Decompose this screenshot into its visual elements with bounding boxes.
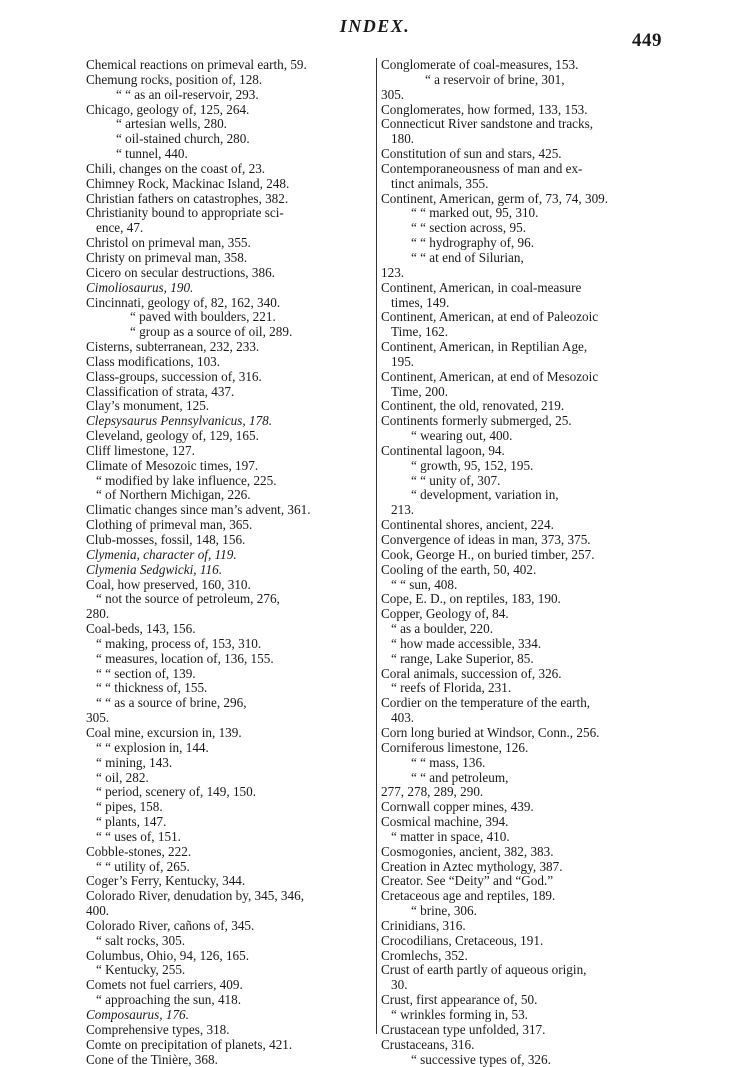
index-entry: Corniferous limestone, 126.: [381, 739, 529, 755]
running-header: INDEX.: [339, 16, 411, 36]
index-entry: Convergence of ideas in man, 373, 375.: [381, 532, 591, 547]
index-entry: Constitution of sun and stars, 425.: [381, 146, 562, 162]
index-entry: Clepsysaurus Pennsylvanicus, 178.: [86, 413, 273, 429]
index-entry: “ wearing out, 400.: [411, 428, 513, 444]
index-entry: Clymenia Sedgwicki, 116.: [86, 561, 222, 577]
left-index-column: [86, 58, 374, 1067]
index-entry: “ “ section across, 95.: [411, 220, 526, 236]
index-entry: Comets not fuel carriers, 409.: [86, 977, 243, 993]
index-entry: Comte on precipitation of planets, 421.: [86, 1036, 293, 1052]
index-entry: Cromlechs, 352.: [381, 947, 468, 963]
index-entry: Club-mosses, fossil, 148, 156.: [86, 532, 246, 547]
index-entry: Crustaceans, 316.: [381, 1036, 475, 1052]
index-entry: “ artesian wells, 280.: [116, 116, 227, 132]
index-entry: Cobble-stones, 222.: [86, 843, 192, 859]
index-entry: Class-groups, succession of, 316.: [86, 368, 262, 384]
index-entry: Cone of the Tinière, 368.: [86, 1051, 218, 1067]
index-entry: Conglomerate of coal-measures, 153.: [381, 57, 579, 72]
index-entry: “ range, Lake Superior, 85.: [391, 650, 534, 666]
column-divider: [376, 58, 377, 1034]
index-entry: Corn long buried at Windsor, Conn., 256.: [381, 724, 600, 740]
index-entry: Columbus, Ohio, 94, 126, 165.: [86, 947, 250, 963]
index-entry: “ paved with boulders, 221.: [130, 309, 276, 325]
index-entry: “ “ uses of, 151.: [96, 828, 181, 844]
index-entry: Cretaceous age and reptiles, 189.: [381, 888, 556, 904]
index-entry: “ “ and petroleum,: [411, 769, 509, 785]
index-entry: Coral animals, succession of, 326.: [381, 665, 562, 681]
index-entry: Composaurus, 176.: [86, 1007, 189, 1022]
index-entry: Continent, American, in coal-measure: [381, 279, 582, 295]
index-entry: “ pipes, 158.: [96, 799, 163, 815]
index-entry: Continent, the old, renovated, 219.: [381, 398, 565, 414]
index-entry: 305.: [381, 86, 405, 102]
index-entry: Creator. See “Deity” and “God.”: [381, 873, 554, 889]
index-entry: Crocodilians, Cretaceous, 191.: [381, 932, 544, 948]
index-entry: “ brine, 306.: [411, 903, 477, 919]
index-entry: Chemical reactions on primeval earth, 59.: [86, 57, 307, 72]
index-entry: “ “ as an oil-reservoir, 293.: [116, 86, 259, 102]
index-entry: “ “ thickness of, 155.: [96, 680, 208, 696]
index-entry: Cincinnati, geology of, 82, 162, 340.: [86, 294, 281, 310]
index-entry: Colorado River, denudation by, 345, 346,: [86, 888, 305, 904]
index-entry: Coal-beds, 143, 156.: [86, 621, 196, 637]
index-entry: Crustacean type unfolded, 317.: [381, 1021, 546, 1037]
index-entry: Chemung rocks, position of, 128.: [86, 71, 263, 87]
index-entry: “ tunnel, 440.: [116, 146, 188, 162]
index-entry: Cornwall copper mines, 439.: [381, 799, 534, 815]
index-entry: “ matter in space, 410.: [391, 828, 510, 844]
index-entry: “ “ sun, 408.: [391, 576, 458, 592]
index-entry: “ period, scenery of, 149, 150.: [96, 784, 257, 800]
index-entry: Continental lagoon, 94.: [381, 442, 505, 458]
index-entry: “ plants, 147.: [96, 814, 167, 830]
index-entry: Chimney Rock, Mackinac Island, 248.: [86, 175, 290, 191]
index-entry: “ a reservoir of brine, 301,: [425, 71, 565, 87]
index-entry: “ “ marked out, 95, 310.: [411, 205, 539, 221]
index-entry: “ approaching the sun, 418.: [96, 992, 242, 1008]
index-entry: Continent, American, in Reptilian Age,: [381, 339, 588, 355]
index-entry: Clothing of primeval man, 365.: [86, 517, 253, 533]
index-entry: Coal mine, excursion in, 139.: [86, 724, 242, 740]
index-entry: Cook, George H., on buried timber, 257.: [381, 546, 595, 562]
index-entry: “ making, process of, 153, 310.: [96, 635, 262, 651]
index-entry: Continental shores, ancient, 224.: [381, 517, 554, 533]
index-entry: “ growth, 95, 152, 195.: [411, 457, 534, 473]
index-entry: “ how made accessible, 334.: [391, 635, 542, 651]
index-entry: Cleveland, geology of, 129, 165.: [86, 428, 259, 444]
index-entry: 180.: [391, 131, 415, 147]
index-entry: Cosmogonies, ancient, 382, 383.: [381, 843, 554, 859]
index-entry: Conglomerates, how formed, 133, 153.: [381, 101, 588, 117]
index-entry: Creation in Aztec mythology, 387.: [381, 858, 563, 874]
index-entry: Christian fathers on catastrophes, 382.: [86, 190, 289, 206]
index-entry: Chicago, geology of, 125, 264.: [86, 101, 250, 117]
index-entry: Comprehensive types, 318.: [86, 1021, 230, 1037]
index-entry: 123.: [381, 264, 405, 280]
index-entry: “ mining, 143.: [96, 754, 173, 770]
index-entry: Classification of strata, 437.: [86, 383, 235, 399]
index-entry: “ “ as a source of brine, 296,: [96, 695, 247, 711]
index-entry: “ reefs of Florida, 231.: [391, 680, 512, 696]
index-entry: “ oil, 282.: [96, 769, 149, 785]
index-entry: Climate of Mesozoic times, 197.: [86, 457, 259, 473]
index-entry: Crust of earth partly of aqueous origin,: [381, 962, 587, 978]
index-entry: 213.: [391, 502, 415, 518]
index-entry: 195.: [391, 353, 415, 369]
index-entry: Clymenia, character of, 119.: [86, 546, 237, 562]
index-entry: “ “ section of, 139.: [96, 665, 196, 681]
index-entry: tinct animals, 355.: [391, 175, 489, 191]
index-entry: Cisterns, subterranean, 232, 233.: [86, 339, 260, 355]
index-entry: 30.: [391, 977, 408, 993]
index-entry: ence, 47.: [96, 220, 144, 236]
index-entry: “ as a boulder, 220.: [391, 621, 494, 637]
index-entry: Continent, American, at end of Mesozoic: [381, 368, 599, 384]
index-entry: “ not the source of petroleum, 276,: [96, 591, 280, 607]
page-number: 449: [632, 30, 662, 51]
index-entry: “ “ hydrography of, 96.: [411, 235, 535, 251]
index-entry: Colorado River, cañons of, 345.: [86, 917, 255, 933]
index-entry: “ of Northern Michigan, 226.: [96, 487, 251, 503]
index-entry: Copper, Geology of, 84.: [381, 606, 509, 622]
index-entry: “ measures, location of, 136, 155.: [96, 650, 274, 666]
index-entry: “ “ unity of, 307.: [411, 472, 501, 488]
index-entry: Cliff limestone, 127.: [86, 442, 195, 458]
index-entry: “ oil-stained church, 280.: [116, 131, 250, 147]
index-entry: “ successive types of, 326.: [411, 1051, 551, 1067]
index-entry: “ modified by lake influence, 225.: [96, 472, 277, 488]
index-entry: Cosmical machine, 394.: [381, 814, 509, 830]
index-entry: Time, 200.: [391, 383, 449, 399]
index-entry: Class modifications, 103.: [86, 353, 221, 369]
index-entry: 400.: [86, 903, 110, 919]
index-entry: Crust, first appearance of, 50.: [381, 992, 538, 1008]
index-entry: times, 149.: [391, 294, 450, 310]
index-entry: 277, 278, 289, 290.: [381, 784, 484, 800]
index-entry: Christy on primeval man, 358.: [86, 249, 248, 265]
index-entry: Christianity bound to appropriate sci-: [86, 205, 284, 221]
index-entry: Cimoliosaurus, 190.: [86, 279, 194, 295]
index-entry: Coger’s Ferry, Kentucky, 344.: [86, 873, 246, 889]
index-entry: “ salt rocks, 305.: [96, 932, 185, 948]
index-entry: “ “ utility of, 265.: [96, 858, 190, 874]
index-entry: “ “ mass, 136.: [411, 754, 486, 770]
index-entry: “ Kentucky, 255.: [96, 962, 186, 978]
index-entry: Coal, how preserved, 160, 310.: [86, 576, 251, 592]
index-entry: Cope, E. D., on reptiles, 183, 190.: [381, 591, 561, 607]
index-entry: Chili, changes on the coast of, 23.: [86, 160, 266, 176]
index-entry: Clay’s monument, 125.: [86, 398, 210, 414]
index-entry: “ group as a source of oil, 289.: [130, 324, 293, 340]
index-entry: 403.: [391, 710, 415, 726]
index-entry: “ development, variation in,: [411, 487, 559, 503]
index-entry: Crinidians, 316.: [381, 917, 466, 933]
index-entry: Contemporaneousness of man and ex-: [381, 160, 583, 176]
right-index-column: [381, 58, 662, 1067]
index-entry: Continent, American, at end of Paleozoic: [381, 309, 599, 325]
index-entry: Cicero on secular destructions, 386.: [86, 264, 275, 280]
index-entry: Time, 162.: [391, 324, 449, 340]
index-entry: Cordier on the temperature of the earth,: [381, 695, 591, 711]
index-entry: “ wrinkles forming in, 53.: [391, 1007, 528, 1022]
index-entry: Connecticut River sandstone and tracks,: [381, 116, 594, 132]
index-entry: Continent, American, germ of, 73, 74, 309.: [381, 190, 609, 206]
index-entry: Cooling of the earth, 50, 402.: [381, 561, 537, 577]
index-entry: “ “ at end of Silurian,: [411, 249, 524, 265]
index-entry: Climatic changes since man’s advent, 361.: [86, 502, 311, 518]
index-entry: Christol on primeval man, 355.: [86, 235, 251, 251]
index-entry: 305.: [86, 710, 110, 726]
index-entry: “ “ explosion in, 144.: [96, 739, 209, 755]
index-entry: Continents formerly submerged, 25.: [381, 413, 572, 429]
index-entry: 280.: [86, 606, 110, 622]
